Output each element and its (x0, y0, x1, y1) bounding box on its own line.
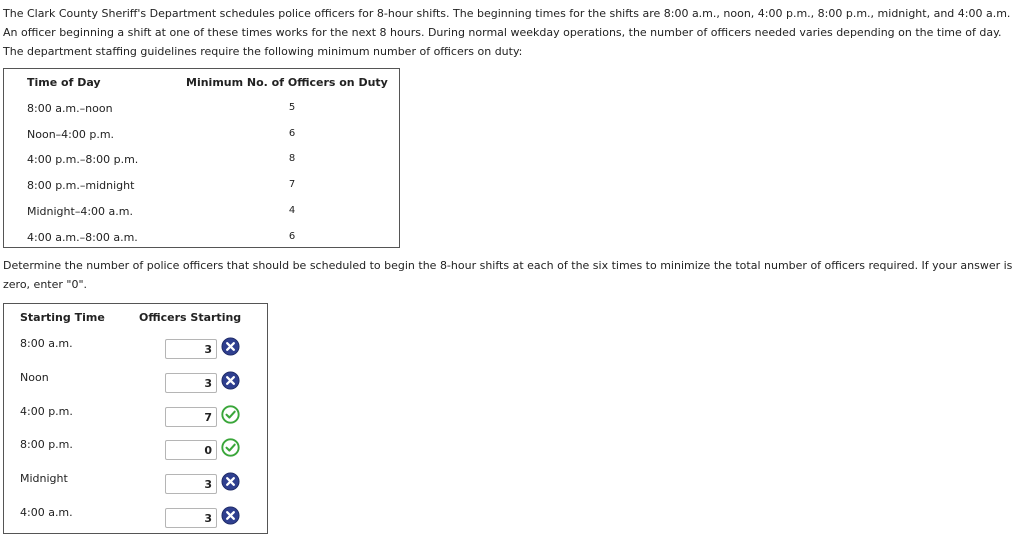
starting-time-label: 4:00 p.m. (20, 405, 73, 418)
problem-intro: The Clark County Sheriff's Department schedules police officers for 8-hour shifts. The beginning times for the shifts are 8:00 a.m., noon, 4:00 p.m., 8:00 p.m., midnight, and 4:00 a.m. An officer beginning a shift at one of these times works for the next 8 hours. During normal weekday operations, the number of officers needed varies depending on the time of day. The department staffing guidelines require the following minimum number of officers on duty: (3, 7, 1011, 58)
requirement-min: 6 (288, 128, 296, 139)
requirement-time: 4:00 p.m.–8:00 p.m. (27, 153, 139, 166)
requirement-row (4, 231, 399, 251)
officers-input-noon[interactable] (165, 373, 217, 393)
answer-row (4, 472, 267, 506)
correct-icon (221, 405, 240, 424)
answer-row (4, 371, 267, 405)
correct-icon (221, 438, 240, 457)
officers-input-8am[interactable] (165, 339, 217, 359)
requirement-row (4, 179, 399, 199)
incorrect-icon (221, 371, 240, 390)
requirement-row (4, 102, 399, 122)
incorrect-icon (221, 472, 240, 491)
question-text: Determine the number of police officers that should be scheduled to begin the 8-hour shifts at each of the six times to minimize the total number of officers required. If your answer is zero, enter "0". (3, 259, 1013, 291)
officers-input-4am[interactable] (165, 508, 217, 528)
requirement-min: 4 (288, 205, 296, 216)
header-starting-time: Starting Time (20, 311, 105, 324)
starting-time-label: Midnight (20, 472, 68, 485)
requirement-time: 4:00 a.m.–8:00 a.m. (27, 231, 138, 244)
incorrect-icon (221, 337, 240, 356)
requirement-min: 6 (288, 231, 296, 242)
requirement-time: 8:00 p.m.–midnight (27, 179, 135, 192)
requirement-min: 8 (288, 153, 296, 164)
officers-input-4pm[interactable] (165, 407, 217, 427)
requirement-row (4, 205, 399, 225)
answer-row (4, 337, 267, 371)
header-time-of-day: Time of Day (27, 76, 101, 89)
answer-row (4, 506, 267, 540)
incorrect-icon (221, 506, 240, 525)
requirement-row (4, 128, 399, 148)
officers-input-8pm[interactable] (165, 440, 217, 460)
requirement-min: 5 (288, 102, 296, 113)
requirement-min: 7 (288, 179, 296, 190)
requirement-time: 8:00 a.m.–noon (27, 102, 113, 115)
officers-input-midnight[interactable] (165, 474, 217, 494)
requirement-time: Midnight–4:00 a.m. (27, 205, 133, 218)
requirements-table (3, 68, 400, 248)
answer-table (3, 303, 268, 534)
requirement-time: Noon–4:00 p.m. (27, 128, 115, 141)
starting-time-label: 4:00 a.m. (20, 506, 73, 519)
starting-time-label: 8:00 a.m. (20, 337, 73, 350)
header-min-officers: Minimum No. of Officers on Duty (186, 76, 388, 89)
requirement-row (4, 153, 399, 173)
starting-time-label: Noon (20, 371, 49, 384)
header-officers-starting: Officers Starting (139, 311, 242, 324)
answer-row (4, 405, 267, 439)
starting-time-label: 8:00 p.m. (20, 438, 73, 451)
answer-row (4, 438, 267, 472)
